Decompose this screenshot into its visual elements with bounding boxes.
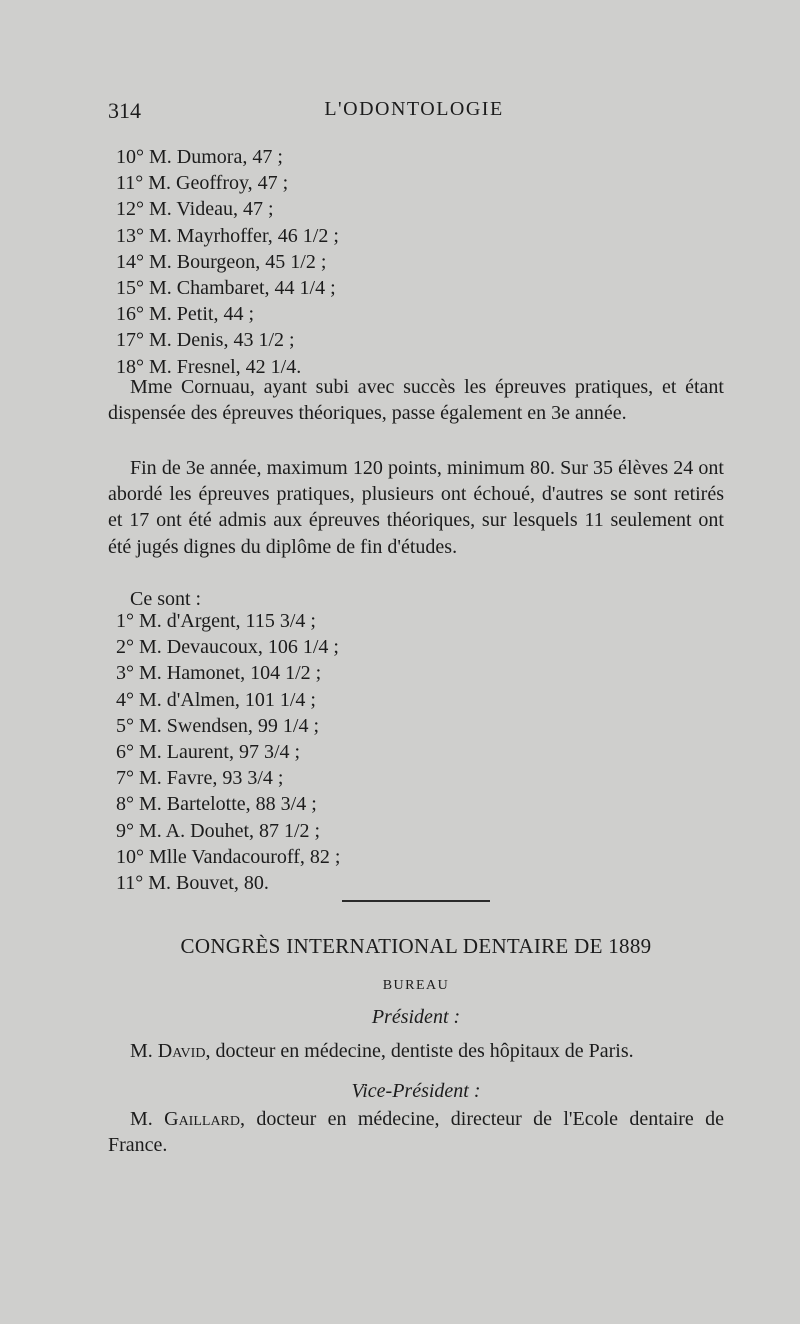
president-description: , docteur en médecine, dentiste des hôpitaux de Paris.: [205, 1040, 634, 1062]
paragraph-cornuau: [108, 374, 724, 426]
vice-president-label: Vice-Président :: [351, 1080, 481, 1102]
ranking-list-second-year: [116, 144, 339, 380]
president-name: David: [157, 1040, 206, 1062]
vice-president-description: , docteur en médecine, directeur de l'Ecole dentaire de France.: [108, 1108, 724, 1157]
list-item: 16° M. Petit, 44 ;: [116, 303, 255, 326]
list-item: 12° M. Videau, 47 ;: [116, 198, 274, 221]
list-item: 10° Mlle Vandacouroff, 82 ;: [116, 845, 341, 868]
president-entry: [108, 1038, 724, 1064]
list-item: 15° M. Chambaret, 44 1/4 ;: [116, 277, 336, 300]
list-item: 3° M. Hamonet, 104 1/2 ;: [116, 662, 322, 685]
section-title: CONGRÈS INTERNATIONAL DENTAIRE DE 1889: [180, 934, 652, 958]
list-item: 5° M. Swendsen, 99 1/4 ;: [116, 714, 319, 737]
paragraph-text: Fin de 3e année, maximum 120 points, minimum 80. Sur 35 élèves 24 ont abordé les épreuves pratiques, plusieurs ont échoué, d'autres se sont retirés et 17 ont été admis aux épreuves théoriques, sur lesquels 11 seulement ont été jugés dignes du diplôme de fin d'études.: [108, 457, 724, 558]
list-item: 13° M. Mayrhoffer, 46 1/2 ;: [116, 224, 339, 247]
list-item: 9° M. A. Douhet, 87 1/2 ;: [116, 819, 321, 842]
vice-president-name: Gaillard: [164, 1108, 241, 1130]
paragraph-third-year: [108, 455, 724, 560]
bureau-heading: BUREAU: [382, 978, 450, 993]
running-head: L'ODONTOLOGIE: [324, 98, 504, 120]
page-header: [108, 98, 720, 128]
list-item: 18° M. Fresnel, 42 1/4.: [116, 355, 302, 378]
president-prefix: M.: [130, 1040, 153, 1062]
list-item: 7° M. Favre, 93 3/4 ;: [116, 767, 284, 790]
vice-president-entry: [108, 1106, 724, 1158]
list-item: 17° M. Denis, 43 1/2 ;: [116, 329, 295, 352]
list-item: 11° M. Geoffroy, 47 ;: [116, 172, 289, 195]
page-number: 314: [108, 98, 141, 123]
list-item: 11° M. Bouvet, 80.: [116, 872, 269, 895]
list-item: 14° M. Bourgeon, 45 1/2 ;: [116, 250, 327, 273]
list-item: 4° M. d'Almen, 101 1/4 ;: [116, 688, 316, 711]
list-item: 8° M. Bartelotte, 88 3/4 ;: [116, 793, 317, 816]
section-divider: [342, 900, 490, 902]
ranking-list-diploma: [116, 608, 340, 896]
list-item: 10° M. Dumora, 47 ;: [116, 146, 283, 168]
list-item: 1° M. d'Argent, 115 3/4 ;: [116, 610, 316, 632]
ce-sont-text: Ce sont :: [130, 588, 202, 610]
list-item: 2° M. Devaucoux, 106 1/4 ;: [116, 636, 339, 659]
president-label: Président :: [371, 1006, 461, 1028]
list-item: 6° M. Laurent, 97 3/4 ;: [116, 741, 301, 764]
paragraph-text: Mme Cornuau, ayant subi avec succès les épreuves pratiques, et étant dispensée des épreuves théoriques, passe également en 3e année.: [108, 376, 724, 425]
vice-president-prefix: M.: [130, 1108, 153, 1130]
